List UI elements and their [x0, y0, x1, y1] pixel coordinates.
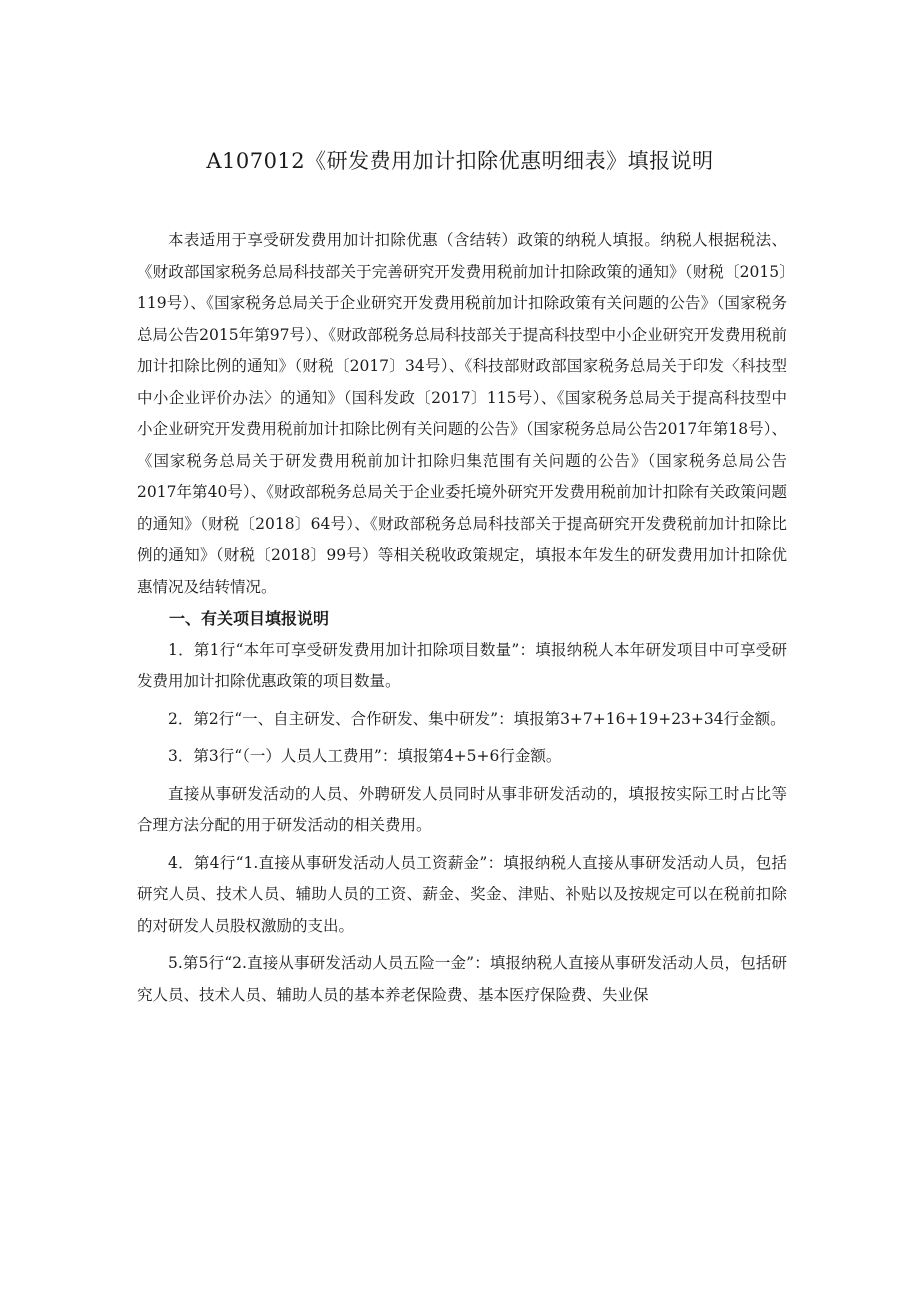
- item-paragraph-1: 1．第1行“本年可享受研发费用加计扣除项目数量”：填报纳税人本年研发项目中可享受研发费用加计扣除优惠政策的项目数量。: [137, 640, 787, 690]
- intro-paragraph: 本表适用于享受研发费用加计扣除优惠（含结转）政策的纳税人填报。纳税人根据税法、《财政部国家税务总局科技部关于完善研究开发费用税前加计扣除政策的通知》（财税〔2015〕119号）、《国家税务总局关于企业研究开发费用税前加计扣除政策有关问题的公告》（国家税务总局公告2015年第97号）、《财政部税务总局科技部关于提高科技型中小企业研究开发费用税前加计扣除比例的通知》（财税〔2017〕34号）、《科技部财政部国家税务总局关于印发〈科技型中小企业评价办法〉的通知》（国科发政〔2017〕115号）、《国家税务总局关于提高科技型中小企业研究开发费用税前加计扣除比例有关问题的公告》（国家税务总局公告2017年第18号）、《国家税务总局关于研发费用税前加计扣除归集范围有关问题的公告》（国家税务总局公告2017年第40号）、《财政部税务总局关于企业委托境外研究开发费用税前加计扣除有关政策问题的通知》（财税〔2018〕64号）、《财政部税务总局科技部关于提高研究开发费税前加计扣除比例的通知》（财税〔2018〕99号）等相关税收政策规定，填报本年发生的研发费用加计扣除优惠情况及结转情况。: [137, 231, 787, 596]
- item-paragraph-2: 2．第2行“一、自主研发、合作研发、集中研发”：填报第3+7+16+19+23+34行金额。: [168, 709, 786, 728]
- document-title: A107012《研发费用加计扣除优惠明细表》填报说明: [206, 149, 714, 173]
- item-paragraph-3-note: 直接从事研发活动的人员、外聘研发人员同时从事非研发活动的，填报按实际工时占比等合理方法分配的用于研发活动的相关费用。: [137, 784, 787, 834]
- section-heading: 一、有关项目填报说明: [169, 609, 330, 628]
- item-paragraph-3: 3．第3行“（一）人员人工费用”：填报第4+5+6行金额。: [168, 747, 562, 765]
- item-paragraph-5: 5.第5行“2.直接从事研发活动人员五险一金”：填报纳税人直接从事研发活动人员，包括研究人员、技术人员、辅助人员的基本养老保险费、基本医疗保险费、失业保: [137, 954, 787, 1004]
- item-paragraph-4: 4．第4行“1.直接从事研发活动人员工资薪金”：填报纳税人直接从事研发活动人员，包括研究人员、技术人员、辅助人员的工资、薪金、奖金、津贴、补贴以及按规定可以在税前扣除的对研发人员股权激励的支出。: [137, 853, 787, 935]
- document-body: [137, 225, 787, 1011]
